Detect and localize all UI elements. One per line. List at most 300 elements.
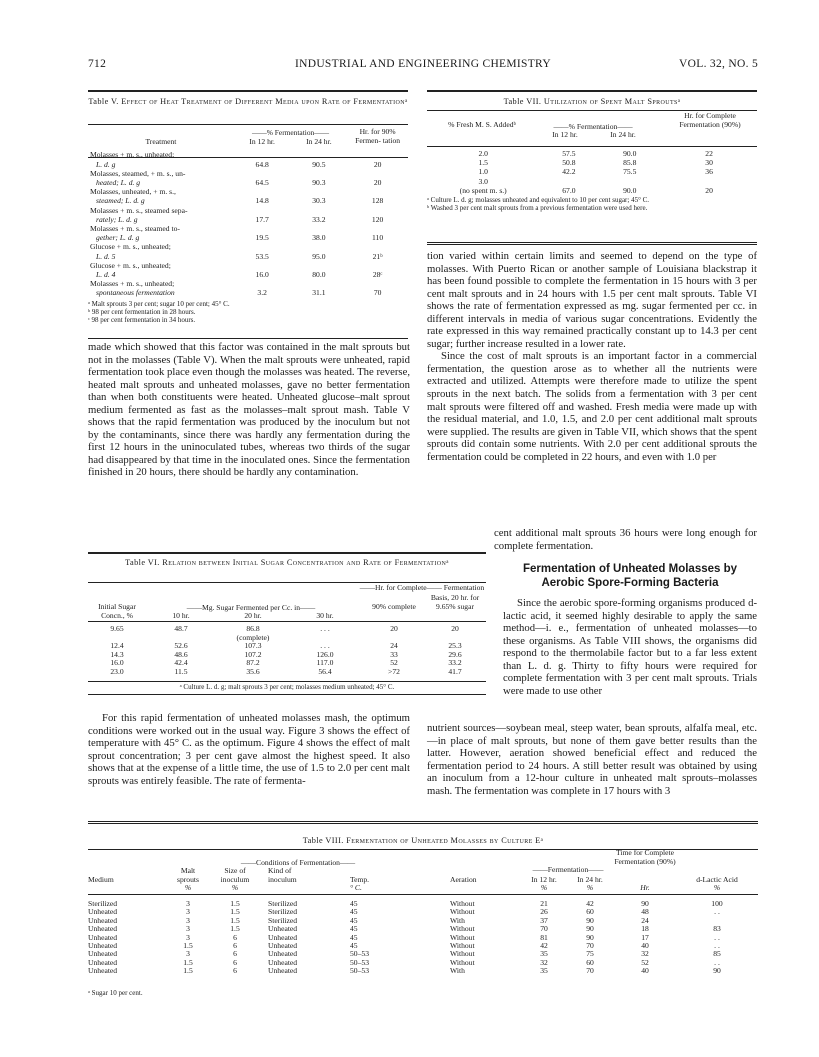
footnote: ᵇ Washed 3 per cent malt sprouts from a previous fermentation were used here. (427, 204, 648, 213)
value-complete (661, 177, 757, 186)
table-cell: 48 (641, 907, 649, 917)
blank-cell (234, 224, 291, 233)
table-cell: 9.65 (110, 624, 124, 633)
table-cell-note: (complete) (236, 632, 270, 642)
table-cell: 90 (586, 915, 594, 925)
table-cell: 35.6 (246, 667, 260, 676)
table-row (427, 177, 757, 186)
table-cell: 33.2 (448, 658, 462, 668)
running-header (88, 58, 758, 74)
value-12hr: 17.7 (255, 214, 269, 224)
table-cell: 90 (641, 899, 649, 908)
table8-number: Table VIII. (302, 836, 344, 845)
table-row (88, 196, 408, 205)
table-cell: 117.0 (316, 658, 334, 668)
blank-cell (347, 169, 408, 178)
treatment-cell: rately; L. d. g (96, 214, 138, 224)
value-complete: 30 (705, 158, 713, 168)
table-cell: 45 (350, 915, 358, 925)
table-cell: 83 (713, 924, 721, 934)
blank-cell (291, 187, 348, 196)
table-cell: 45 (350, 899, 358, 908)
table7-12hr-header: In 12 hr. (552, 130, 578, 139)
table5-group-header: ——% Fermentation—— (252, 128, 329, 137)
table7-footnotes (427, 196, 757, 213)
table-cell: Sterilized (88, 899, 118, 908)
table6-initial-header: Initial Sugar Concn., % (98, 602, 136, 620)
table-cell: 16.0 (110, 658, 124, 668)
table6-group-header: ——Mg. Sugar Fermented per Cc. in—— (186, 603, 316, 612)
footnote: ᵃ Malt sprouts 3 per cent; sugar 10 per cent; 45° C. (88, 299, 230, 308)
table8-conditions-header: ——Conditions of Fermentation—— (240, 858, 356, 867)
table5-body (88, 150, 408, 297)
table5-title: Effect of Heat Treatment of Different Media upon Rate of Fermentationᵃ (121, 97, 408, 106)
table-cell: Without (450, 932, 475, 942)
table-row (88, 279, 408, 288)
value-24hr: 31.1 (312, 288, 326, 298)
table8-col-header: In 12 hr. (531, 874, 557, 884)
table8-unit: % (540, 883, 548, 893)
table5-footnotes (88, 300, 408, 325)
treatment-cell: gether; L. d. g (96, 233, 140, 243)
table-cell: 3 (186, 899, 190, 908)
table-cell: 45 (350, 924, 358, 934)
value-24hr: 95.0 (312, 251, 326, 261)
table-row (88, 288, 408, 297)
table-cell: Unheated (88, 966, 118, 976)
table-cell: 90 (586, 924, 594, 934)
table8-unit: % (231, 883, 239, 893)
value-24hr: 38.0 (312, 233, 326, 243)
value-hours: 120 (371, 214, 384, 224)
value-24hr: 90.0 (623, 149, 637, 158)
value-12hr: 64.5 (255, 178, 269, 188)
table-cell: 107.2 (244, 649, 262, 659)
treatment-cell: spontaneous fermentation (96, 288, 175, 298)
table-cell: 40 (641, 966, 649, 976)
table8-unit: % (586, 883, 594, 893)
table-cell: Without (450, 941, 475, 950)
table5-24hr-header: In 24 hr. (306, 137, 332, 147)
table6-title: Relation between Initial Sugar Concentration and Rate of Fermentationᵃ (162, 558, 449, 567)
value-12hr (539, 177, 598, 186)
table5-bottom-rule (88, 338, 408, 339)
table-cell: 20 (390, 624, 398, 633)
value-24hr: 90.3 (312, 178, 326, 188)
table-cell: 42 (540, 941, 548, 950)
table-cell: 87.2 (246, 658, 260, 668)
value-complete: 36 (705, 167, 713, 177)
table7-title: Utilization of Spent Malt Sproutsᵃ (543, 97, 681, 106)
table8-col-header: In 24 hr. (577, 874, 603, 884)
table7-top-rule (427, 90, 757, 92)
value-hours: 20 (373, 178, 382, 188)
value-hours: 128 (371, 196, 384, 206)
table-cell: 26 (540, 907, 548, 917)
table-cell: Unheated (88, 932, 118, 942)
table5-number: Table V. (88, 97, 119, 106)
treatment-cell: Molasses + m. s., unheated; (90, 150, 175, 160)
table7-body (427, 149, 757, 195)
right-column-text-1 (427, 250, 757, 463)
treatment-cell: Molasses + m. s., steamed to- (90, 224, 180, 234)
table6-90-header: 90% complete (372, 602, 416, 611)
blank-cell (291, 242, 348, 251)
table-cell: Unheated (268, 957, 298, 967)
paragraph: For this rapid fermentation of unheated molasses mash, the optimum conditions were worked out in the usual way. Figure 3 shows the effect of temperature with 45° C. as the optimum. Figure 4 shows the effect of malt sprout concentration; 3 per cent gave almost the highest speed. It also shows that at the expense of a little time, the use of 1.5 to 2.0 per cent malt sprouts was entirely feasible. The rate of fermenta- (88, 712, 410, 787)
fresh-ms: (no spent m. s.) (459, 185, 507, 195)
table-row (88, 252, 408, 261)
right-column-text-2 (494, 527, 757, 552)
table-cell: . . (714, 932, 720, 942)
page-number: 712 (88, 58, 107, 70)
blank-cell (291, 224, 348, 233)
paragraph: Since the cost of malt sprouts is an important factor in a commercial fermentation, the question arose as to whether all the nutrients were extracted and utilized. Attempts were therefore made to utilize the spent sprouts in the next batch. The solids from a fermentation with 3 per cent malt sprouts were filtered off and washed. Fresh media were made up with the residual material, and 1.0, 1.5, and 2.0 per cent additional malt sprouts were supplied. The results are given in Table VII, which shows that the spent sprouts did contain some nutrients. With 2.0 per cent additional sprouts the fermentation could be completed in 22 hours, and even with 1.0 per (427, 350, 757, 463)
blank-cell (234, 279, 291, 288)
paragraph: cent additional malt sprouts 36 hours were long enough for complete fermentation. (494, 527, 757, 552)
treatment-cell: L. d. 4 (96, 270, 116, 280)
journal-title: INDUSTRIAL AND ENGINEERING CHEMISTRY (294, 58, 552, 70)
table-cell: 3 (186, 924, 190, 934)
table7-bottom-rule (427, 242, 757, 245)
value-24hr: 30.3 (312, 196, 326, 206)
blank-cell (291, 169, 348, 178)
table-cell: 60 (586, 907, 594, 917)
table-row (88, 150, 408, 159)
table-row (88, 206, 408, 215)
table-cell: 3 (186, 915, 190, 925)
table-cell: Without (450, 949, 475, 959)
table-cell: 17 (641, 932, 649, 942)
table-cell: 40 (641, 941, 649, 950)
value-12hr: 42.2 (562, 167, 576, 177)
table7-caption (427, 96, 757, 107)
table8-fermentation-header: ——Fermentation—— (532, 865, 604, 874)
table-cell: . . (714, 907, 720, 917)
table8-time-header: Time for Complete Fermentation (90%) (614, 848, 676, 866)
table-cell: 23.0 (110, 667, 124, 676)
table-cell: With (450, 915, 465, 925)
table8-col-header: d-Lactic Acid (696, 874, 738, 884)
table6-footnote: ᵃ Culture L. d. g; malt sprouts 3 per cent; molasses medium unheated; 45° C. (179, 683, 395, 691)
value-complete: 20 (705, 185, 713, 195)
table7-fresh-header: % Fresh M. S. Addedᵇ (448, 120, 516, 129)
table-cell: 3 (186, 932, 190, 942)
table6-caption (102, 557, 472, 568)
table5-top-rule (88, 90, 408, 92)
value-12hr: 14.8 (255, 196, 269, 206)
table5-treatment-header: Treatment (145, 137, 177, 147)
value-hours: 20 (373, 159, 382, 169)
value-24hr: 85.8 (623, 158, 637, 168)
value-12hr: 57.5 (562, 149, 576, 158)
volume-info: VOL. 32, NO. 5 (679, 58, 758, 70)
table8-col-header: sprouts (177, 874, 199, 884)
table-cell: 1.5 (230, 915, 240, 925)
footnote: ᵃ Culture L. d. g; molasses unheated and equivalent to 10 per cent sugar; 45° C. (427, 196, 650, 205)
table6-basis-header: Basis, 20 hr. for 9.65% sugar (430, 593, 480, 611)
table-cell: 1.5 (183, 966, 193, 976)
table-cell: With (450, 966, 465, 976)
value-24hr: 75.5 (623, 167, 637, 177)
table8-col-header: Malt (180, 866, 196, 875)
table-row (88, 224, 408, 233)
treatment-cell: Molasses + m. s., unheated; (90, 279, 175, 289)
table-cell: 6 (233, 932, 237, 942)
table-cell: 1.5 (230, 924, 240, 934)
table8 (88, 849, 758, 997)
table-cell: Sterilized (268, 907, 298, 917)
table-cell: 3 (186, 949, 190, 959)
table-cell: 18 (641, 924, 649, 934)
table-cell: 24 (390, 641, 398, 651)
table-cell: 35 (540, 966, 548, 976)
treatment-cell: Molasses + m. s., steamed sepa- (90, 205, 188, 215)
table-cell: Unheated (268, 924, 298, 934)
value-24hr: 90.5 (312, 159, 326, 169)
table-cell: Without (450, 957, 475, 967)
table-cell: 81 (540, 932, 548, 942)
table-row (88, 169, 408, 178)
table-cell: Without (450, 899, 475, 908)
table-cell: 75 (586, 949, 594, 959)
table-cell: 41.7 (448, 667, 462, 676)
table-cell: 42.4 (174, 658, 188, 668)
blank-cell (234, 261, 291, 270)
table-cell: 21 (540, 899, 548, 908)
table8-col-header: Size of (224, 866, 246, 875)
table7-group-header: ——% Fermentation—— (553, 122, 633, 131)
table6-bottom-rule (88, 694, 486, 695)
table6-30hr-header: 30 hr. (316, 611, 334, 620)
table-cell: Without (450, 907, 475, 917)
table5-caption (88, 96, 408, 107)
table-cell: 14.3 (110, 649, 124, 659)
blank-cell (347, 261, 408, 270)
treatment-cell: Molasses, steamed, + m. s., un- (90, 168, 186, 178)
table8-col-header: Medium (88, 874, 114, 884)
table-cell: 45 (350, 941, 358, 950)
table-cell: Sterilized (268, 915, 298, 925)
table-row (88, 187, 408, 196)
table-cell: 3 (186, 907, 190, 917)
treatment-cell: L. d. g (96, 159, 116, 169)
treatment-cell: Glucose + m. s., unheated; (90, 242, 171, 252)
value-24hr: 33.2 (312, 214, 326, 224)
footnote: ᶜ 98 per cent fermentation in 34 hours. (88, 316, 196, 325)
table6-hr-header: ——Hr. for Complete—— Fermentation (359, 583, 485, 592)
table-row (88, 215, 408, 224)
table-row (88, 233, 408, 242)
footnote: ᵇ 98 per cent fermentation in 28 hours. (88, 307, 196, 316)
table-cell: Unheated (268, 966, 298, 976)
blank-cell (347, 206, 408, 215)
paragraph: Since the aerobic spore-forming organisms produced d-lactic acid, it seemed highly desirable to apply the same method—i. e., fermentation of unheated molasses—to these organisms. As Table VIII shows, the organisms did respond to the thermolabile factor but to a far less extent than L. d. g. Thirty to fifty hours were required for complete fermentation with 3 per cent malt sprouts. Trials were made to use other (503, 597, 757, 697)
blank-cell (291, 206, 348, 215)
blank-cell (347, 224, 408, 233)
table-cell: Unheated (88, 949, 118, 959)
table-row (427, 158, 757, 167)
table-cell: 45 (350, 932, 358, 942)
table-cell: 70 (586, 966, 594, 976)
fresh-ms: 2.0 (478, 149, 488, 158)
table8-footnote: ᵃ Sugar 10 per cent. (88, 989, 143, 997)
table6-top-rule (88, 552, 486, 554)
table5-hr-header: Hr. for 90% Fermen- tation (355, 127, 401, 145)
fresh-ms: 1.5 (478, 158, 488, 168)
table8-col-header: Temp. (350, 874, 370, 884)
table-cell: . . . (320, 624, 330, 633)
table-cell: Sterilized (268, 899, 298, 908)
blank-cell (291, 279, 348, 288)
table-cell: 1.5 (183, 941, 193, 950)
table8-header (88, 849, 758, 893)
table-cell: 100 (711, 899, 723, 908)
table6-10hr-header: 10 hr. (172, 611, 190, 620)
value-hours: 110 (372, 233, 384, 243)
table-cell: 6 (233, 949, 237, 959)
fresh-ms: 1.0 (478, 167, 488, 177)
table-cell: 48.7 (174, 624, 188, 633)
value-24hr: 80.0 (312, 270, 326, 280)
table-cell: Without (450, 924, 475, 934)
value-hours: 28ᶜ (372, 270, 383, 280)
blank-cell (291, 150, 348, 159)
table8-col-header: inoculum (268, 874, 297, 884)
blank-cell (347, 187, 408, 196)
table8-col-header: Kind of (268, 866, 292, 875)
value-12hr: 50.8 (562, 158, 576, 168)
table-cell: 6 (233, 966, 237, 976)
table8-unit: % (713, 883, 721, 893)
blank-cell (234, 169, 291, 178)
table-cell: 48.6 (174, 649, 188, 659)
table-cell: Unheated (88, 924, 118, 934)
table5 (88, 124, 408, 325)
blank-cell (234, 150, 291, 159)
table5-12hr-header: In 12 hr. (249, 137, 275, 147)
table-cell: . . . (320, 641, 330, 651)
table7-complete-header: Hr. for Complete Fermentation (90%) (679, 111, 741, 129)
table-cell: Unheated (88, 915, 118, 925)
value-12hr: 67.0 (562, 185, 576, 195)
table-cell: 56.4 (318, 667, 332, 676)
blank-cell (347, 150, 408, 159)
table-cell: 20 (451, 624, 459, 633)
table-cell: 70 (540, 924, 548, 934)
table-cell: 37 (540, 915, 548, 925)
table-row (88, 261, 408, 270)
table-cell: Unheated (268, 949, 298, 959)
table8-col-header: Aeration (450, 874, 477, 884)
table-cell: 11.5 (174, 667, 188, 676)
table-cell: 29.6 (448, 649, 462, 659)
paragraph: tion varied within certain limits and seemed to depend on the type of molasses. With Puerto Rican or another sample of Louisiana blackstrap it has been found possible to complete the fermentation in 15 hours with 3 per cent malt sprouts and in 24 hours with 1.5 per cent malt sprouts. Table VI shows the rate of fermentation expressed as mg. sugar fermented per cc. in different intervals in media of various sugar concentrations. Evidently the rate expressed in this way remained practically constant up to 14.3 per cent sugar; further increase resulted in a lower rate. (427, 250, 757, 350)
fresh-ms: 3.0 (478, 176, 488, 186)
table8-col-header: inoculum (220, 874, 250, 884)
table-cell: 126.0 (316, 649, 334, 659)
table7-number: Table VII. (503, 97, 542, 106)
table-cell: 52 (390, 658, 398, 668)
table-cell: Unheated (268, 932, 298, 942)
right-column-text-4 (427, 722, 757, 797)
paragraph: made which showed that this factor was contained in the malt sprouts but not in the molasses (Table V). When the malt sprouts were unheated, rapid fermentation took place even though the molasses was heated. The reverse, heated malt sprouts and unheated molasses, gave no better fermentation than when both constituents were heated. Unheated glucose–malt sprout medium fermented as fast as the molasses–malt sprout mash. Table V shows that the rapid fermentation was produced by the inoculum but not by the contaminants, since there was hardly any fermentation during the first 12 hours in the uninoculated tubes, whereas two thirds of the sugar had disappeared by that time in the inoculated ones. Since the fermentation finished in 20 hours, there should be hardly any contamination. (88, 341, 410, 479)
value-12hr: 16.0 (255, 270, 269, 280)
table-row (88, 160, 408, 169)
table-cell: >72 (388, 667, 400, 676)
value-24hr: 90.0 (623, 185, 637, 195)
blank-cell (234, 206, 291, 215)
value-hours: 21ᵇ (372, 251, 383, 261)
blank-cell (347, 279, 408, 288)
treatment-cell: L. d. 5 (96, 251, 116, 261)
table-cell: 6 (233, 941, 237, 950)
table6 (88, 582, 486, 691)
table-cell: 107.3 (244, 641, 262, 651)
blank-cell (347, 242, 408, 251)
table-row (88, 242, 408, 251)
treatment-cell: heated; L. d. g (96, 178, 141, 188)
right-column-text-3 (503, 597, 757, 697)
table-cell: 86.8 (246, 624, 260, 633)
treatment-cell: steamed; L. d. g (96, 196, 145, 206)
table7 (427, 110, 757, 213)
section-heading: Fermentation of Unheated Molasses by Aerobic Spore-Forming Bacteria (522, 563, 738, 589)
table8-caption (88, 835, 758, 846)
table-cell: 32 (540, 957, 548, 967)
blank-cell (291, 261, 348, 270)
table8-unit: ° C. (350, 883, 362, 893)
table-cell: Unheated (88, 941, 118, 950)
table-cell: 1.5 (230, 899, 240, 908)
table-cell: 35 (540, 949, 548, 959)
table-cell: . . (714, 957, 720, 967)
table-row (427, 149, 757, 158)
treatment-cell: Glucose + m. s., unheated; (90, 260, 171, 270)
table6-body (88, 624, 486, 680)
blank-cell (234, 187, 291, 196)
table-cell: 50–53 (350, 949, 369, 959)
table-cell: 1.5 (183, 957, 193, 967)
value-12hr: 53.5 (255, 251, 269, 261)
value-hours: 70 (373, 288, 382, 298)
table-cell: 90 (586, 932, 594, 942)
table8-unit: % (184, 883, 192, 893)
table-cell: 33 (390, 649, 398, 659)
value-12hr: 64.8 (255, 159, 269, 169)
table-cell: 42 (586, 899, 594, 908)
table-cell: 32 (641, 949, 649, 959)
table-row (88, 270, 408, 279)
table7-24hr-header: In 24 hr. (610, 130, 636, 139)
table-cell: 52 (641, 957, 649, 967)
left-column-text-1 (88, 341, 410, 479)
table-cell: 12.4 (110, 641, 124, 651)
blank-cell (234, 242, 291, 251)
table-row (88, 178, 408, 187)
table-cell: 50–53 (350, 966, 369, 976)
paragraph: nutrient sources—soybean meal, steep water, bean sprouts, alfalfa meal, etc.—in place of malt sprouts, but none of them gave better results than the latter. However, aeration showed beneficial effect and reduced the fermentation period to 24 hours. A still better result was obtained by using an inoculum from a 12-hour culture in unheated malt sprouts–molasses mash. The fermentation was complete in 17 hours with 3 (427, 722, 757, 797)
table-cell: 90 (713, 966, 721, 976)
table-cell: 6 (233, 957, 237, 967)
table8-unit: Hr. (640, 883, 650, 893)
table-cell: . . (714, 941, 720, 950)
table-cell: 25.3 (448, 641, 462, 651)
table-row (427, 167, 757, 176)
table-cell: 52.6 (174, 641, 188, 651)
table8-title: Fermentation of Unheated Molasses by Culture Eᵃ (346, 836, 544, 845)
table-cell: 1.5 (230, 907, 240, 917)
